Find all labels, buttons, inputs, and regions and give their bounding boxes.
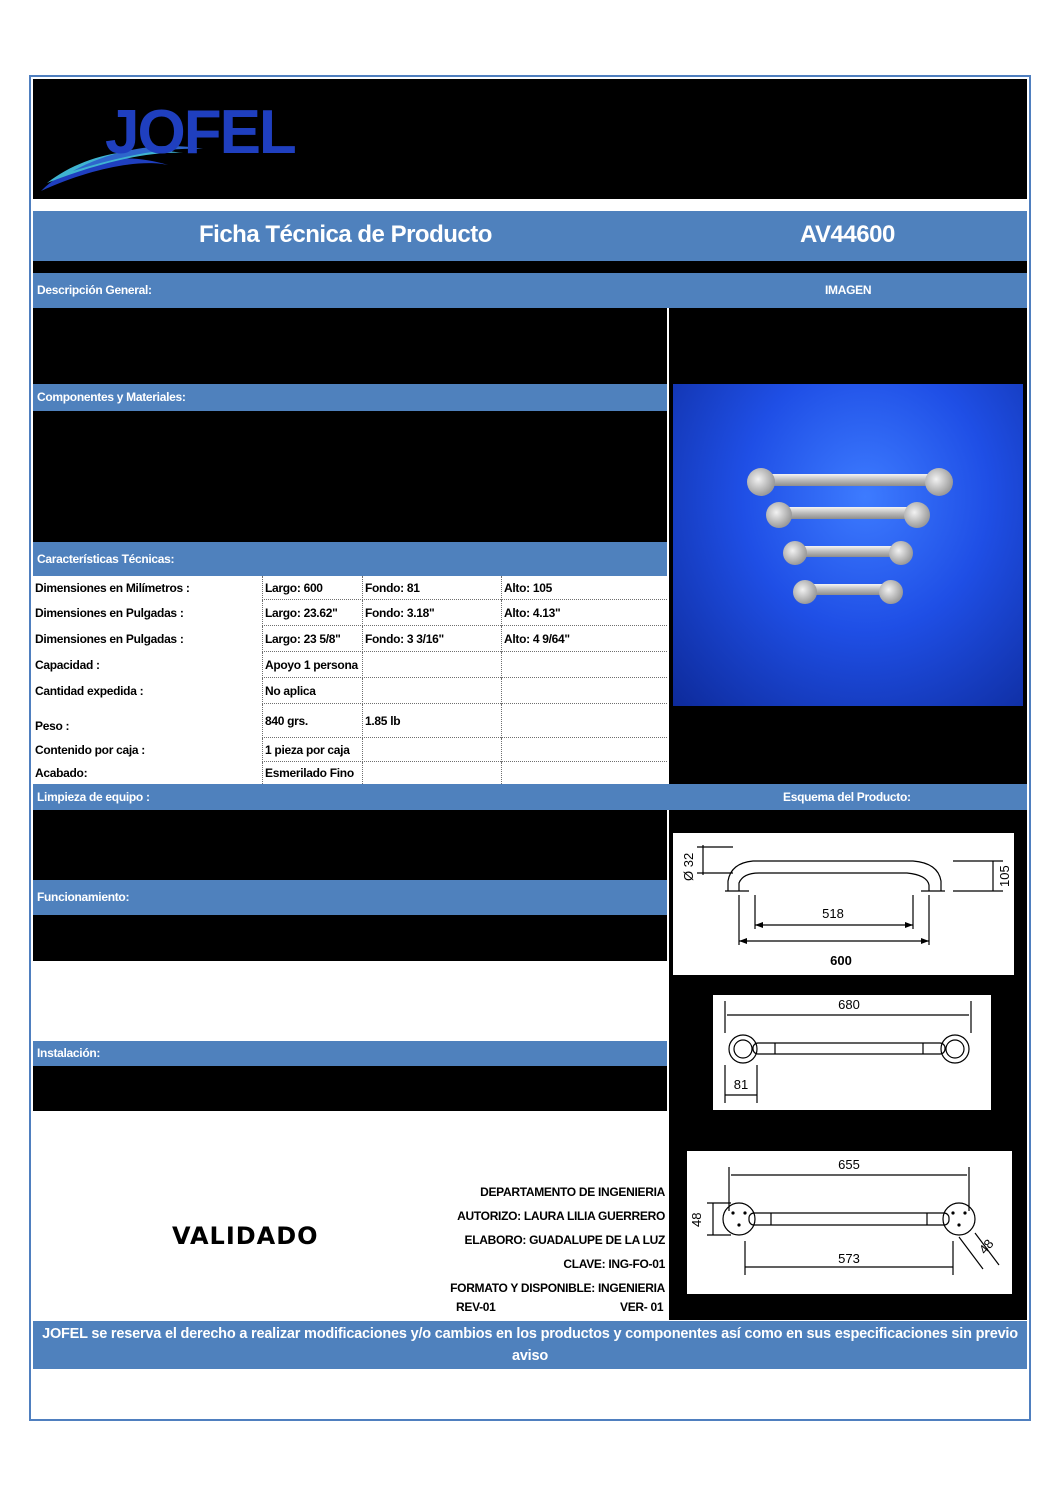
logo-text: JOFEL bbox=[105, 98, 295, 167]
dim-diameter: Ø 32 bbox=[681, 852, 696, 881]
validation-line: ELABORO: GUADALUPE DE LA LUZ bbox=[464, 1233, 665, 1247]
spec-cell: 1.85 lb bbox=[362, 704, 504, 738]
logo-header bbox=[33, 79, 1027, 199]
top-view-svg bbox=[713, 995, 991, 1110]
spec-cell: Fondo: 3 3/16" bbox=[362, 626, 504, 652]
grab-bar-1 bbox=[747, 468, 953, 496]
spec-row bbox=[33, 762, 667, 784]
label-imagen: IMAGEN bbox=[825, 283, 872, 297]
spec-cell: Esmerilado Fino bbox=[262, 762, 365, 784]
product-code: AV44600 bbox=[800, 221, 895, 248]
dim-depth: 81 bbox=[733, 1077, 749, 1092]
spec-cell bbox=[362, 738, 504, 762]
dim-height: 48 bbox=[689, 1212, 704, 1227]
spec-row bbox=[33, 626, 667, 652]
spec-label: Cantidad expedida : bbox=[35, 684, 144, 698]
componentes-body bbox=[33, 411, 667, 542]
dim-height: 105 bbox=[997, 865, 1012, 887]
spacer-bar bbox=[33, 261, 1027, 273]
spec-row bbox=[33, 704, 667, 738]
dim-flange: 48 bbox=[975, 1236, 997, 1257]
spec-label: Dimensiones en Pulgadas : bbox=[35, 606, 184, 620]
top-view-drawing bbox=[713, 995, 991, 1110]
section-header-descripcion bbox=[33, 273, 1027, 308]
title-bar bbox=[33, 211, 1027, 261]
section-header-funcionamiento bbox=[33, 880, 667, 915]
section-header-componentes bbox=[33, 384, 667, 411]
spec-cell: Alto: 4.13" bbox=[501, 600, 670, 626]
spec-cell: Largo: 23.62" bbox=[262, 600, 365, 626]
section-header-limpieza bbox=[33, 784, 1027, 810]
revision-label: REV-01 bbox=[456, 1300, 496, 1314]
label-funcionamiento: Funcionamiento: bbox=[37, 890, 130, 904]
spec-label: Contenido por caja : bbox=[35, 743, 146, 757]
spec-row bbox=[33, 600, 667, 626]
spec-label: Capacidad : bbox=[35, 658, 100, 672]
validado-stamp: VALIDADO bbox=[172, 1222, 319, 1250]
grab-bars-illustration bbox=[673, 384, 1023, 706]
spec-cell: No aplica bbox=[262, 678, 365, 704]
grab-bar-2 bbox=[766, 502, 930, 528]
label-componentes: Componentes y Materiales: bbox=[37, 390, 186, 404]
dim-inner: 573 bbox=[838, 1251, 860, 1266]
dim-length: 680 bbox=[838, 997, 860, 1012]
spec-cell: Largo: 600 bbox=[262, 576, 365, 600]
side-view-drawing bbox=[673, 833, 1014, 975]
spec-cell: Alto: 4 9/64" bbox=[501, 626, 670, 652]
product-image bbox=[673, 384, 1023, 706]
spec-label: Peso : bbox=[35, 719, 70, 733]
label-instalacion: Instalación: bbox=[37, 1046, 101, 1060]
disclaimer-notice: JOFEL se reserva el derecho a realizar modificaciones y/o cambios en los productos y componentes así como en sus especificaciones sin previo aviso bbox=[33, 1321, 1027, 1369]
label-esquema: Esquema del Producto: bbox=[783, 790, 911, 804]
spec-cell bbox=[501, 678, 670, 704]
spec-cell: Fondo: 81 bbox=[362, 576, 504, 600]
funcionamiento-body bbox=[33, 915, 667, 961]
spec-cell: 1 pieza por caja bbox=[262, 738, 365, 762]
validation-line: FORMATO Y DISPONIBLE: INGENIERIA bbox=[450, 1281, 665, 1295]
version-label: VER- 01 bbox=[620, 1300, 664, 1314]
spec-cell bbox=[362, 652, 504, 678]
dim-inner: 518 bbox=[822, 906, 844, 921]
spec-cell bbox=[362, 678, 504, 704]
limpieza-body bbox=[33, 810, 667, 880]
side-view-svg bbox=[673, 833, 1014, 975]
spec-label: Acabado: bbox=[35, 766, 88, 780]
spec-cell: Largo: 23 5/8" bbox=[262, 626, 365, 652]
dim-outer: 600 bbox=[830, 953, 852, 968]
dim-length: 655 bbox=[838, 1157, 860, 1172]
spec-cell bbox=[501, 738, 670, 762]
descripcion-body bbox=[33, 308, 667, 384]
jofel-logo bbox=[33, 79, 333, 199]
spec-label: Dimensiones en Pulgadas : bbox=[35, 632, 184, 646]
section-header-caracteristicas bbox=[33, 542, 667, 576]
front-view-svg bbox=[687, 1151, 1012, 1294]
label-limpieza: Limpieza de equipo : bbox=[37, 790, 150, 804]
spec-row bbox=[33, 738, 667, 762]
validation-line: CLAVE: ING-FO-01 bbox=[563, 1257, 665, 1271]
specs-table bbox=[33, 576, 667, 784]
label-caracteristicas: Características Técnicas: bbox=[37, 552, 175, 566]
front-view-drawing bbox=[687, 1151, 1012, 1294]
label-descripcion: Descripción General: bbox=[37, 283, 152, 297]
spec-row bbox=[33, 652, 667, 678]
validation-lines bbox=[400, 1180, 665, 1300]
spec-cell: Apoyo 1 persona bbox=[262, 652, 365, 678]
spec-cell: Alto: 105 bbox=[501, 576, 670, 600]
spec-cell bbox=[501, 762, 670, 784]
spec-row bbox=[33, 576, 667, 600]
spec-cell bbox=[362, 762, 504, 784]
sheet-title: Ficha Técnica de Producto bbox=[199, 221, 492, 248]
spec-cell bbox=[501, 704, 670, 738]
spec-cell: 840 grs. bbox=[262, 704, 365, 738]
instalacion-body bbox=[33, 1066, 667, 1111]
spec-cell bbox=[501, 652, 670, 678]
spec-row bbox=[33, 678, 667, 704]
grab-bar-4 bbox=[793, 580, 903, 604]
section-header-instalacion bbox=[33, 1041, 667, 1066]
grab-bar-3 bbox=[783, 541, 913, 565]
spec-cell: Fondo: 3.18" bbox=[362, 600, 504, 626]
validation-line: AUTORIZO: LAURA LILIA GUERRERO bbox=[457, 1209, 665, 1223]
spec-label: Dimensiones en Milímetros : bbox=[35, 581, 190, 595]
validation-line: DEPARTAMENTO DE INGENIERIA bbox=[480, 1185, 665, 1199]
